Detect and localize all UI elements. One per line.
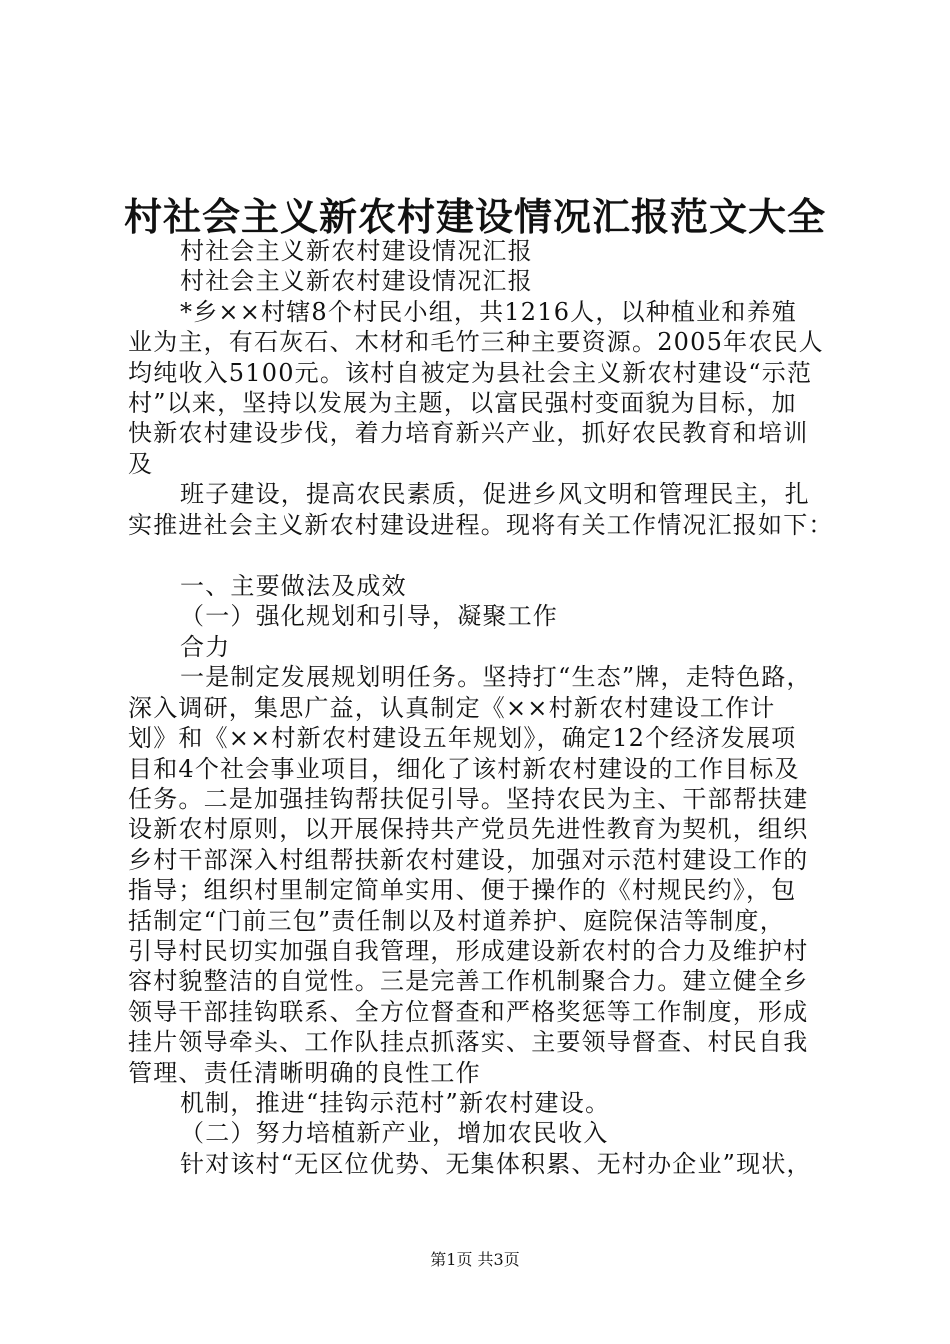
paragraph-line: 深入调研，集思广益，认真制定《××村新农村建设工作计 <box>128 693 776 722</box>
paragraph-line: 划》和《××村新农村建设五年规划》，确定12个经济发展项 <box>128 724 797 753</box>
paragraph-line: 合力 <box>180 632 231 661</box>
document-title: 村社会主义新农村建设情况汇报范文大全 <box>123 194 826 239</box>
paragraph-gap <box>128 540 840 571</box>
paragraph-line: 指导；组织村里制定简单实用、便于操作的《村规民约》，包 <box>128 876 797 905</box>
paragraph-line: 班子建设，提高农民素质，促进乡风文明和管理民主，扎 <box>180 480 810 509</box>
paragraph-line: 实推进社会主义新农村建设进程。现将有关工作情况汇报如下： <box>128 510 834 539</box>
paragraph-line: *乡××村辖8个村民小组，共1216人，以种植业和养殖 <box>180 297 797 326</box>
paragraph-line: 均纯收入5100元。该村自被定为县社会主义新农村建设“示范 <box>128 358 813 387</box>
document-body <box>128 236 840 1179</box>
paragraph-line: 乡村干部深入村组帮扶新农村建设，加强对示范村建设工作的 <box>128 845 809 874</box>
section-heading: 一、主要做法及成效 <box>180 572 407 601</box>
paragraph-line: 村社会主义新农村建设情况汇报 <box>180 237 533 265</box>
paragraph-line: 领导干部挂钩联系、全方位督查和严格奖惩等工作制度，形成 <box>128 997 809 1026</box>
paragraph-line: 针对该村“无区位优势、无集体积累、无村办企业”现状， <box>180 1149 812 1178</box>
paragraph-line: 引导村民切实加强自我管理，形成建设新农村的合力及维护村 <box>128 936 809 965</box>
paragraph-line: 容村貌整洁的自觉性。三是完善工作机制聚合力。建立健全乡 <box>128 967 809 996</box>
subsection-heading: （一）强化规划和引导，凝聚工作 <box>180 602 558 631</box>
paragraph-line: 一是制定发展规划明任务。坚持打“生态”牌，走特色路， <box>180 663 812 692</box>
paragraph-line: 快新农村建设步伐，着力培育新兴产业，抓好农民教育和培训 <box>128 419 809 448</box>
paragraph-line: 管理、责任清晰明确的良性工作 <box>128 1058 481 1087</box>
subsection-heading: （二）努力培植新产业，增加农民收入 <box>180 1119 609 1148</box>
paragraph-line: 括制定“门前三包”责任制以及村道养护、庭院保洁等制度， <box>128 906 785 935</box>
paragraph-line: 村”以来，坚持以发展为主题，以富民强村变面貌为目标，加 <box>128 389 797 418</box>
paragraph-line: 及 <box>128 449 154 478</box>
paragraph-line: 挂片领导牵头、工作队挂点抓落实、主要领导督查、村民自我 <box>128 1028 809 1057</box>
paragraph-line: 任务。二是加强挂钩帮扶促引导。坚持农民为主、干部帮扶建 <box>128 784 809 813</box>
paragraph-line: 设新农村原则，以开展保持共产党员先进性教育为契机，组织 <box>128 815 809 844</box>
paragraph-line: 业为主，有石灰石、木材和毛竹三种主要资源。2005年农民人 <box>128 328 824 357</box>
paragraph-line: 村社会主义新农村建设情况汇报 <box>180 267 533 296</box>
paragraph-line: 目和4个社会事业项目，细化了该村新农村建设的工作目标及 <box>128 754 800 783</box>
page-number: 第1页 共3页 <box>430 1250 520 1269</box>
paragraph-line: 机制，推进“挂钩示范村”新农村建设。 <box>180 1088 611 1117</box>
